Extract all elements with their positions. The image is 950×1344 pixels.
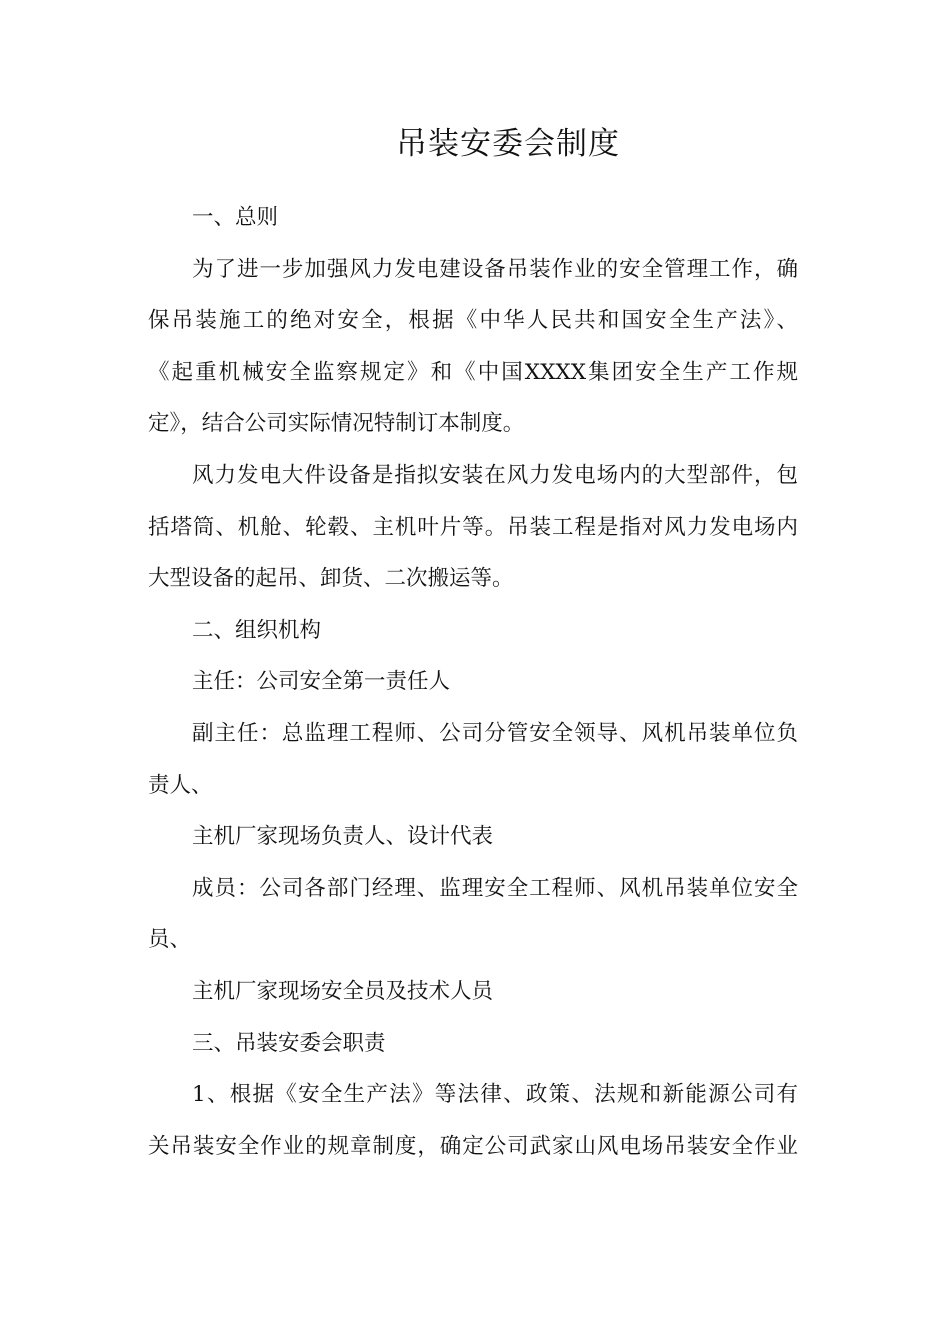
paragraph-line: 主任：公司安全第一责任人: [192, 669, 451, 695]
paragraph-line: 大型设备的起吊、卸货、二次搬运等。: [148, 566, 514, 592]
paragraph-line: 关吊装安全作业的规章制度，确定公司武家山风电场吊装安全作业: [148, 1133, 798, 1159]
section-heading-organization: 二、组织机构: [192, 617, 322, 643]
document-title: 吊装安委会制度: [396, 126, 620, 162]
document-body: [148, 192, 798, 1172]
paragraph-line: 为了进一步加强风力发电建设备吊装作业的安全管理工作，确: [192, 256, 798, 282]
paragraph-line: 主机厂家现场负责人、设计代表: [192, 824, 494, 850]
paragraph-line: 风力发电大件设备是指拟安装在风力发电场内的大型部件，包: [192, 462, 798, 488]
paragraph-line: 主机厂家现场安全员及技术人员: [192, 978, 494, 1004]
paragraph-line: 副主任：总监理工程师、公司分管安全领导、风机吊装单位负: [192, 720, 798, 746]
paragraph-line: 《起重机械安全监察规定》和《中国XXXX集团安全生产工作规: [148, 359, 798, 385]
paragraph-line: 保吊装施工的绝对安全，根据《中华人民共和国安全生产法》、: [148, 308, 798, 334]
paragraph-line: 成员：公司各部门经理、监理安全工程师、风机吊装单位安全: [192, 875, 798, 901]
paragraph-line: 括塔筒、机舱、轮毂、主机叶片等。吊装工程是指对风力发电场内: [148, 514, 798, 540]
section-heading-general: 一、总则: [192, 205, 279, 230]
section-heading-duties: 三、吊装安委会职责: [192, 1030, 386, 1056]
paragraph-line: 定》，结合公司实际情况特制订本制度。: [148, 411, 525, 437]
paragraph-line: 员、: [148, 927, 192, 953]
paragraph-line: 1、根据《安全生产法》等法律、政策、法规和新能源公司有: [192, 1082, 798, 1108]
paragraph-line: 责人、: [148, 772, 213, 798]
